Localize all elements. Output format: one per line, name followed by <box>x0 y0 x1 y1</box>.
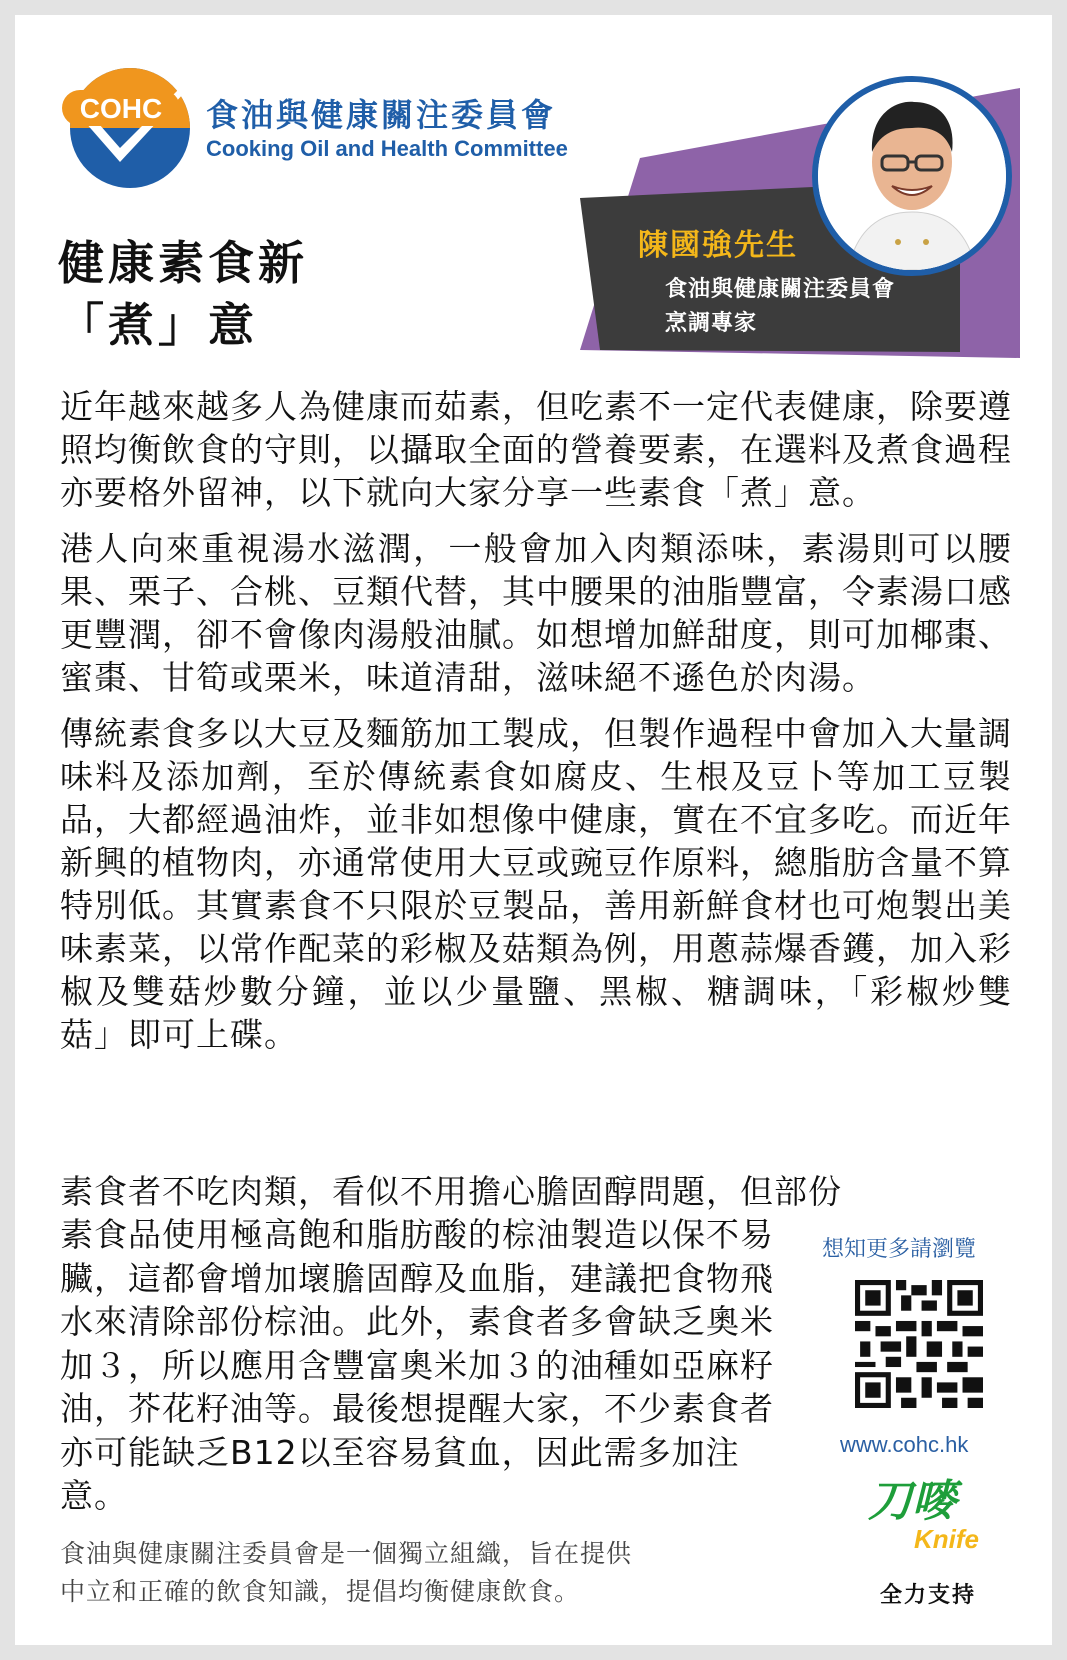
paragraph-3: 傳統素食多以大豆及麵筋加工製成，但製作過程中會加入大量調味料及添加劑，至於傳統素食如腐皮、生根及豆卜等加工豆製品，大都經過油炸，並非如想像中健康，實在不宜多吃。而近年新興的植物肉，亦通常使用大豆或豌豆作原料，總脂肪含量不算特別低。其實素食不只限於豆製品，善用新鮮食材也可炮製出美味素菜，以常作配菜的彩椒及菇類為例，用蔥蒜爆香鑊，加入彩椒及雙菇炒數分鐘，並以少量鹽、黑椒、糖調味，「彩椒炒雙菇」即可上碟。 <box>60 714 1012 1054</box>
website-link[interactable]: www.cohc.hk <box>840 1432 969 1457</box>
qr-code-icon[interactable] <box>855 1280 983 1408</box>
title-line-2: 「煮」意 <box>58 298 258 352</box>
org-name-zh: 食油與健康關注委員會 <box>206 96 557 134</box>
footer-line-2: 中立和正確的飲食知識，提倡均衡健康飲食。 <box>60 1577 581 1606</box>
paragraph-1: 近年越來越多人為健康而茹素，但吃素不一定代表健康，除要遵照均衡飲食的守則，以攝取全面的營養要素，在選料及煮食過程亦要格外留神，以下就向大家分享一些素食「煮」意。 <box>60 387 1012 512</box>
expert-role-line-2: 烹調專家 <box>665 311 758 336</box>
expert-avatar <box>812 76 1012 276</box>
brand-name-en: Knife <box>914 1524 979 1554</box>
knife-brand-logo <box>862 1470 982 1560</box>
footer-line-1: 食油與健康關注委員會是一個獨立組織，旨在提供 <box>60 1539 633 1568</box>
paragraph-4-rest: 素食品使用極高飽和脂肪酸的棕油製造以保不易臟，這都會增加壞膽固醇及血脂，建議把食物飛水來清除部份棕油。此外，素食者多會缺乏奧米加３，所以應用含豐富奧米加３的油種如亞麻籽油，芥花籽油等。最後想提醒大家，不少素食者亦可能缺乏B12以至容易貧血，因此需多加注意。 <box>60 1215 774 1515</box>
brand-name-zh: 刀嘜 <box>868 1476 956 1527</box>
cohc-logo <box>60 52 200 192</box>
paragraph-2: 港人向來重視湯水滋潤，一般會加入肉類添味，素湯則可以腰果、栗子、合桃、豆類代替，其中腰果的油脂豐富，令素湯口感更豐潤，卻不會像肉湯般油膩。如想增加鮮甜度，則可加椰棗、蜜棗、甘筍或栗米，味道清甜，滋味絕不遜色於肉湯。 <box>60 529 1012 697</box>
expert-role-line-1: 食油與健康關注委員會 <box>665 277 896 302</box>
expert-name: 陳國強先生 <box>638 228 798 263</box>
title-line-1: 健康素食新 <box>58 236 308 290</box>
footer-note <box>60 1535 800 1611</box>
paragraph-4-first-line: 素食者不吃肉類，看似不用擔心膽固醇問題，但部份 <box>60 1172 842 1211</box>
logo-text: COHC <box>79 93 163 124</box>
support-label: 全力支持 <box>880 1583 977 1608</box>
chef-portrait-icon <box>818 82 1006 270</box>
more-info-label: 想知更多請瀏覽 <box>822 1237 977 1262</box>
article-body <box>60 385 1012 1069</box>
org-name-en: Cooking Oil and Health Committee <box>206 136 568 161</box>
article-title <box>58 232 308 356</box>
